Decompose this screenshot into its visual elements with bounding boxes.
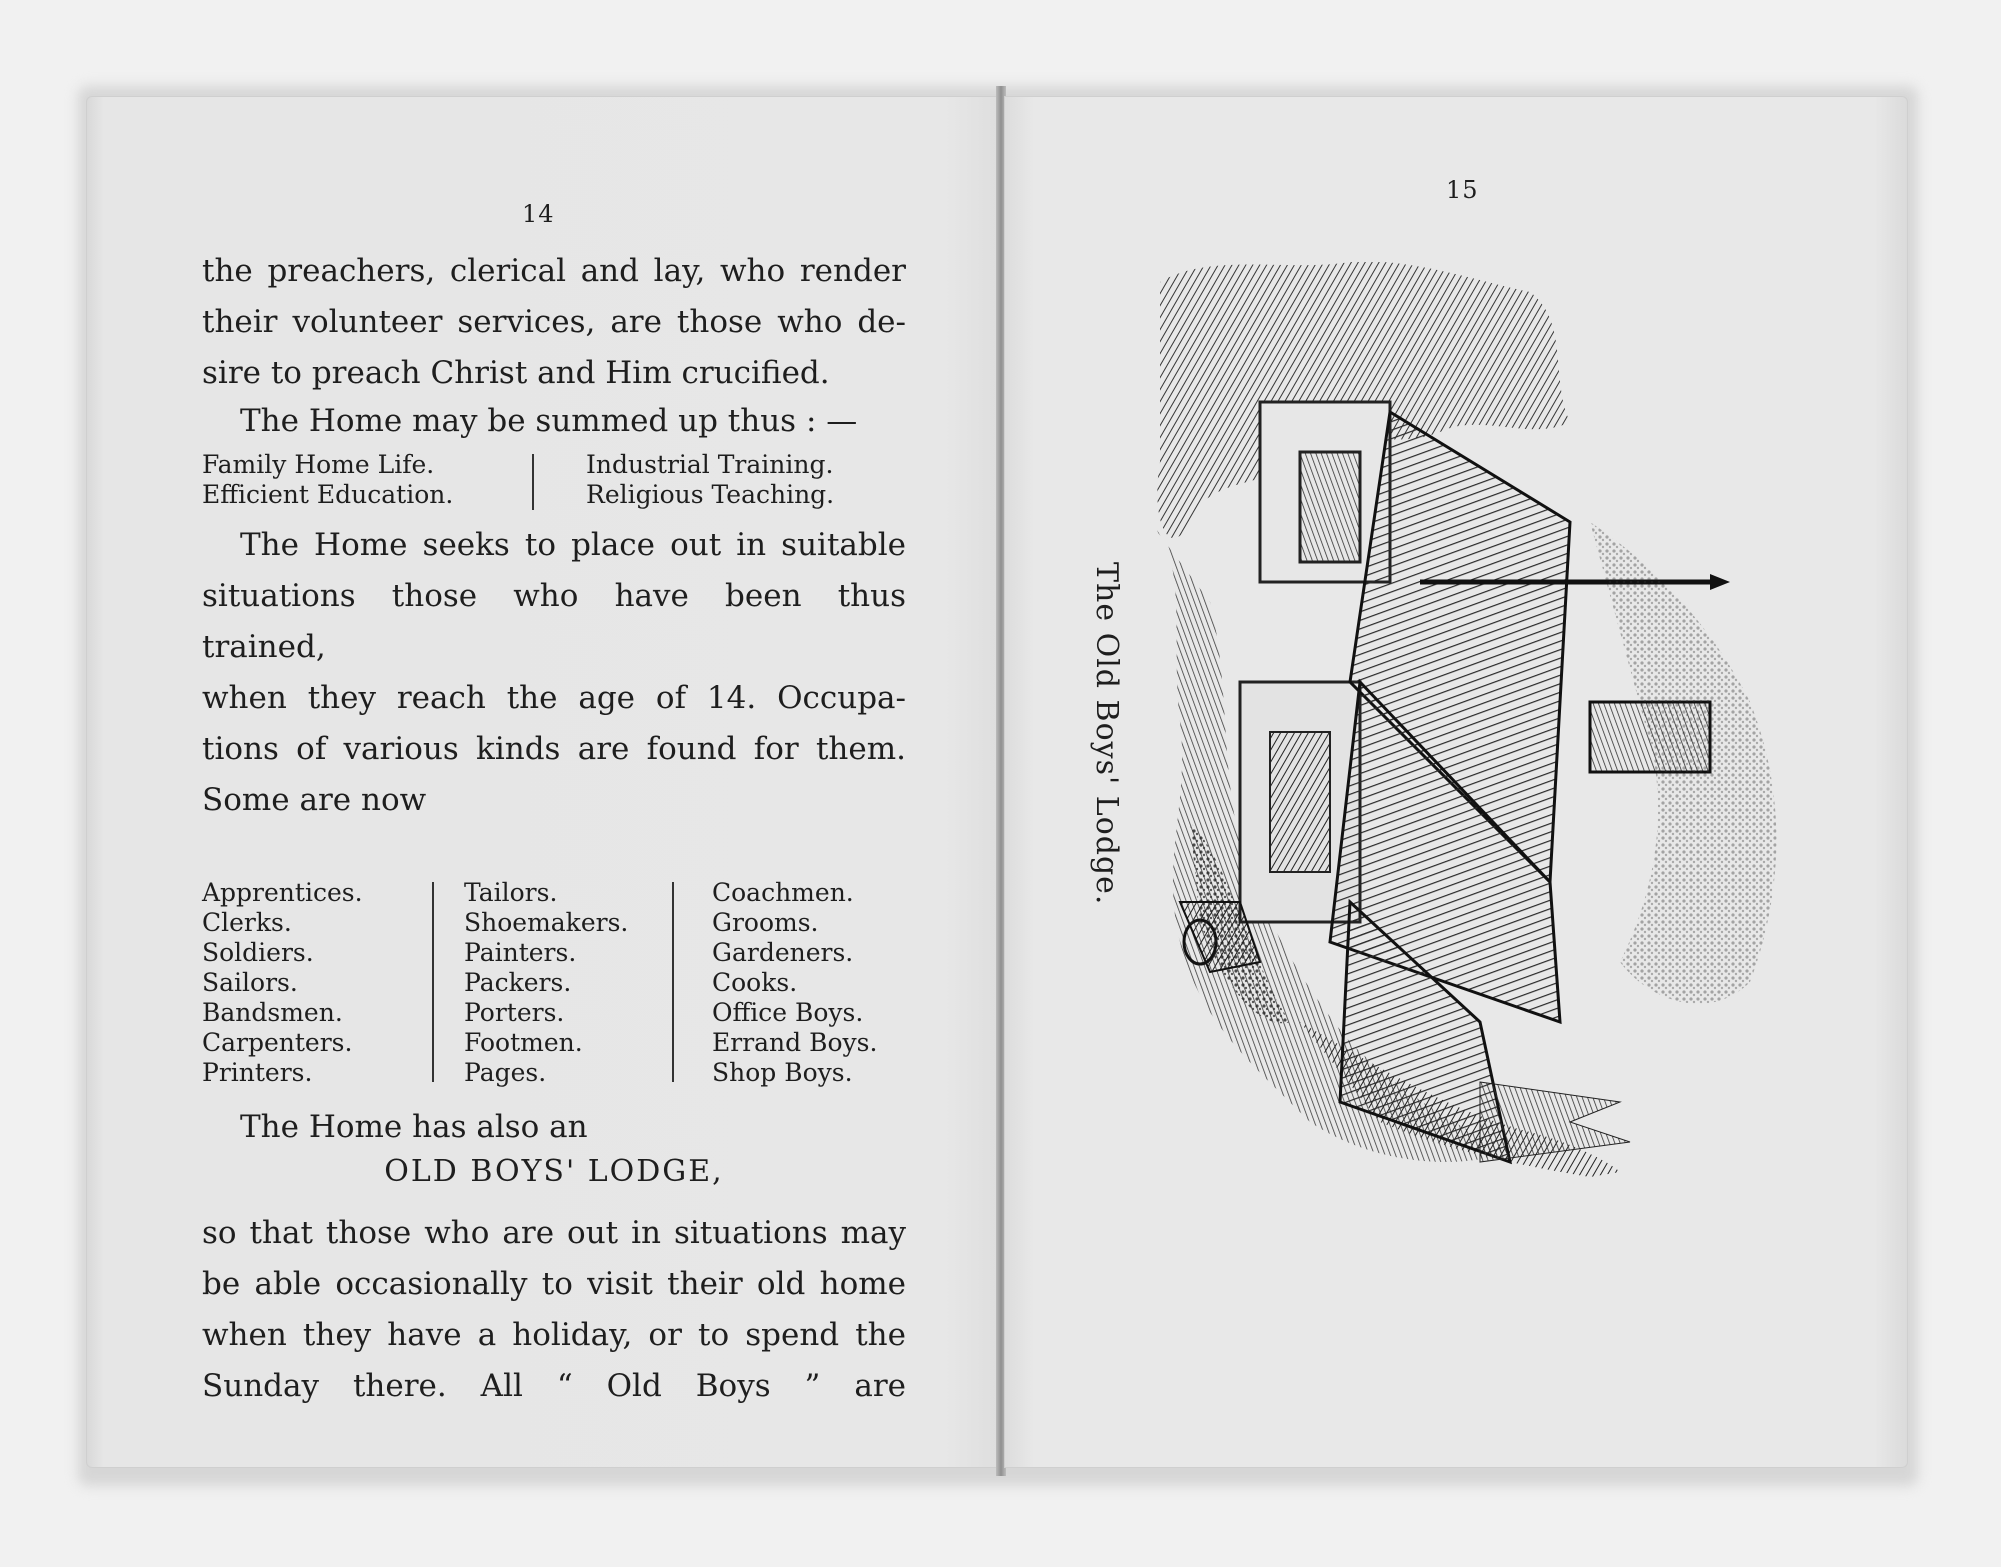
list-item: Efficient Education. [202,480,454,509]
text-line: sire to preach Christ and Him crucified. [202,355,830,391]
list-item: Office Boys. [712,998,864,1027]
list-item: Coachmen. [712,878,854,907]
paragraph-situations [202,520,906,826]
text-line: situations those who have been thus trained, [202,578,906,665]
list-item: Pages. [464,1058,547,1087]
list-item: Family Home Life. [202,450,435,479]
occupations-column-1 [202,878,363,1088]
list-item: Porters. [464,998,565,1027]
list-item: Packers. [464,968,572,997]
list-item: Industrial Training. [586,450,834,479]
list-item: Sailors. [202,968,298,997]
list-item: Gardeners. [712,938,854,967]
text-line: tions of various kinds are found for them. [202,731,906,767]
paragraph-preachers [202,246,906,399]
list-item: Religious Teaching. [586,480,835,509]
list-item: Tailors. [464,878,558,907]
list-item: Bandsmen. [202,998,343,1027]
lodge-intro [202,1102,906,1153]
text-line: the preachers, clerical and lay, who render [202,253,906,289]
text-line: when they have a holiday, or to spend the [202,1317,906,1353]
summary-column-2 [586,450,834,510]
summary-column-1 [202,450,453,510]
column-divider [432,882,434,1082]
text-line: Sunday there. All “ Old Boys ” are [202,1368,906,1404]
text-line: when they reach the age of 14. Occupa- [202,680,906,716]
list-item: Clerks. [202,908,292,937]
list-item: Errand Boys. [712,1028,878,1057]
occupations-list [202,878,922,1088]
text-line: The Home may be summed up thus : — [240,403,858,439]
list-item: Apprentices. [202,878,363,907]
lodge-engraving-illustration [1150,262,1830,1182]
column-divider [672,882,674,1082]
left-page [86,96,998,1468]
list-item: Footmen. [464,1028,583,1057]
page-number-15: 15 [1446,176,1479,204]
list-item: Printers. [202,1058,313,1087]
occupations-column-3 [712,878,877,1088]
list-item: Carpenters. [202,1028,353,1057]
illustration-caption: The Old Boys' Lodge. [1089,562,1124,906]
list-item: Shop Boys. [712,1058,853,1087]
paragraph-lodge [202,1208,906,1412]
text-line: their volunteer services, are those who de- [202,304,906,340]
summary-intro [202,396,906,447]
text-line: be able occasionally to visit their old home [202,1266,906,1302]
summary-list [202,450,922,512]
text-line: The Home seeks to place out in suitable [240,527,906,563]
lodge-heading: OLD BOYS' LODGE, [384,1154,724,1189]
text-line: Some are now [202,782,427,818]
list-item: Grooms. [712,908,819,937]
page-number-14: 14 [522,200,555,228]
text-line: so that those who are out in situations may [202,1215,906,1251]
column-divider [532,454,534,510]
list-item: Soldiers. [202,938,314,967]
list-item: Cooks. [712,968,798,997]
text-line: The Home has also an [240,1109,588,1145]
occupations-column-2 [464,878,628,1088]
list-item: Painters. [464,938,577,967]
list-item: Shoemakers. [464,908,629,937]
